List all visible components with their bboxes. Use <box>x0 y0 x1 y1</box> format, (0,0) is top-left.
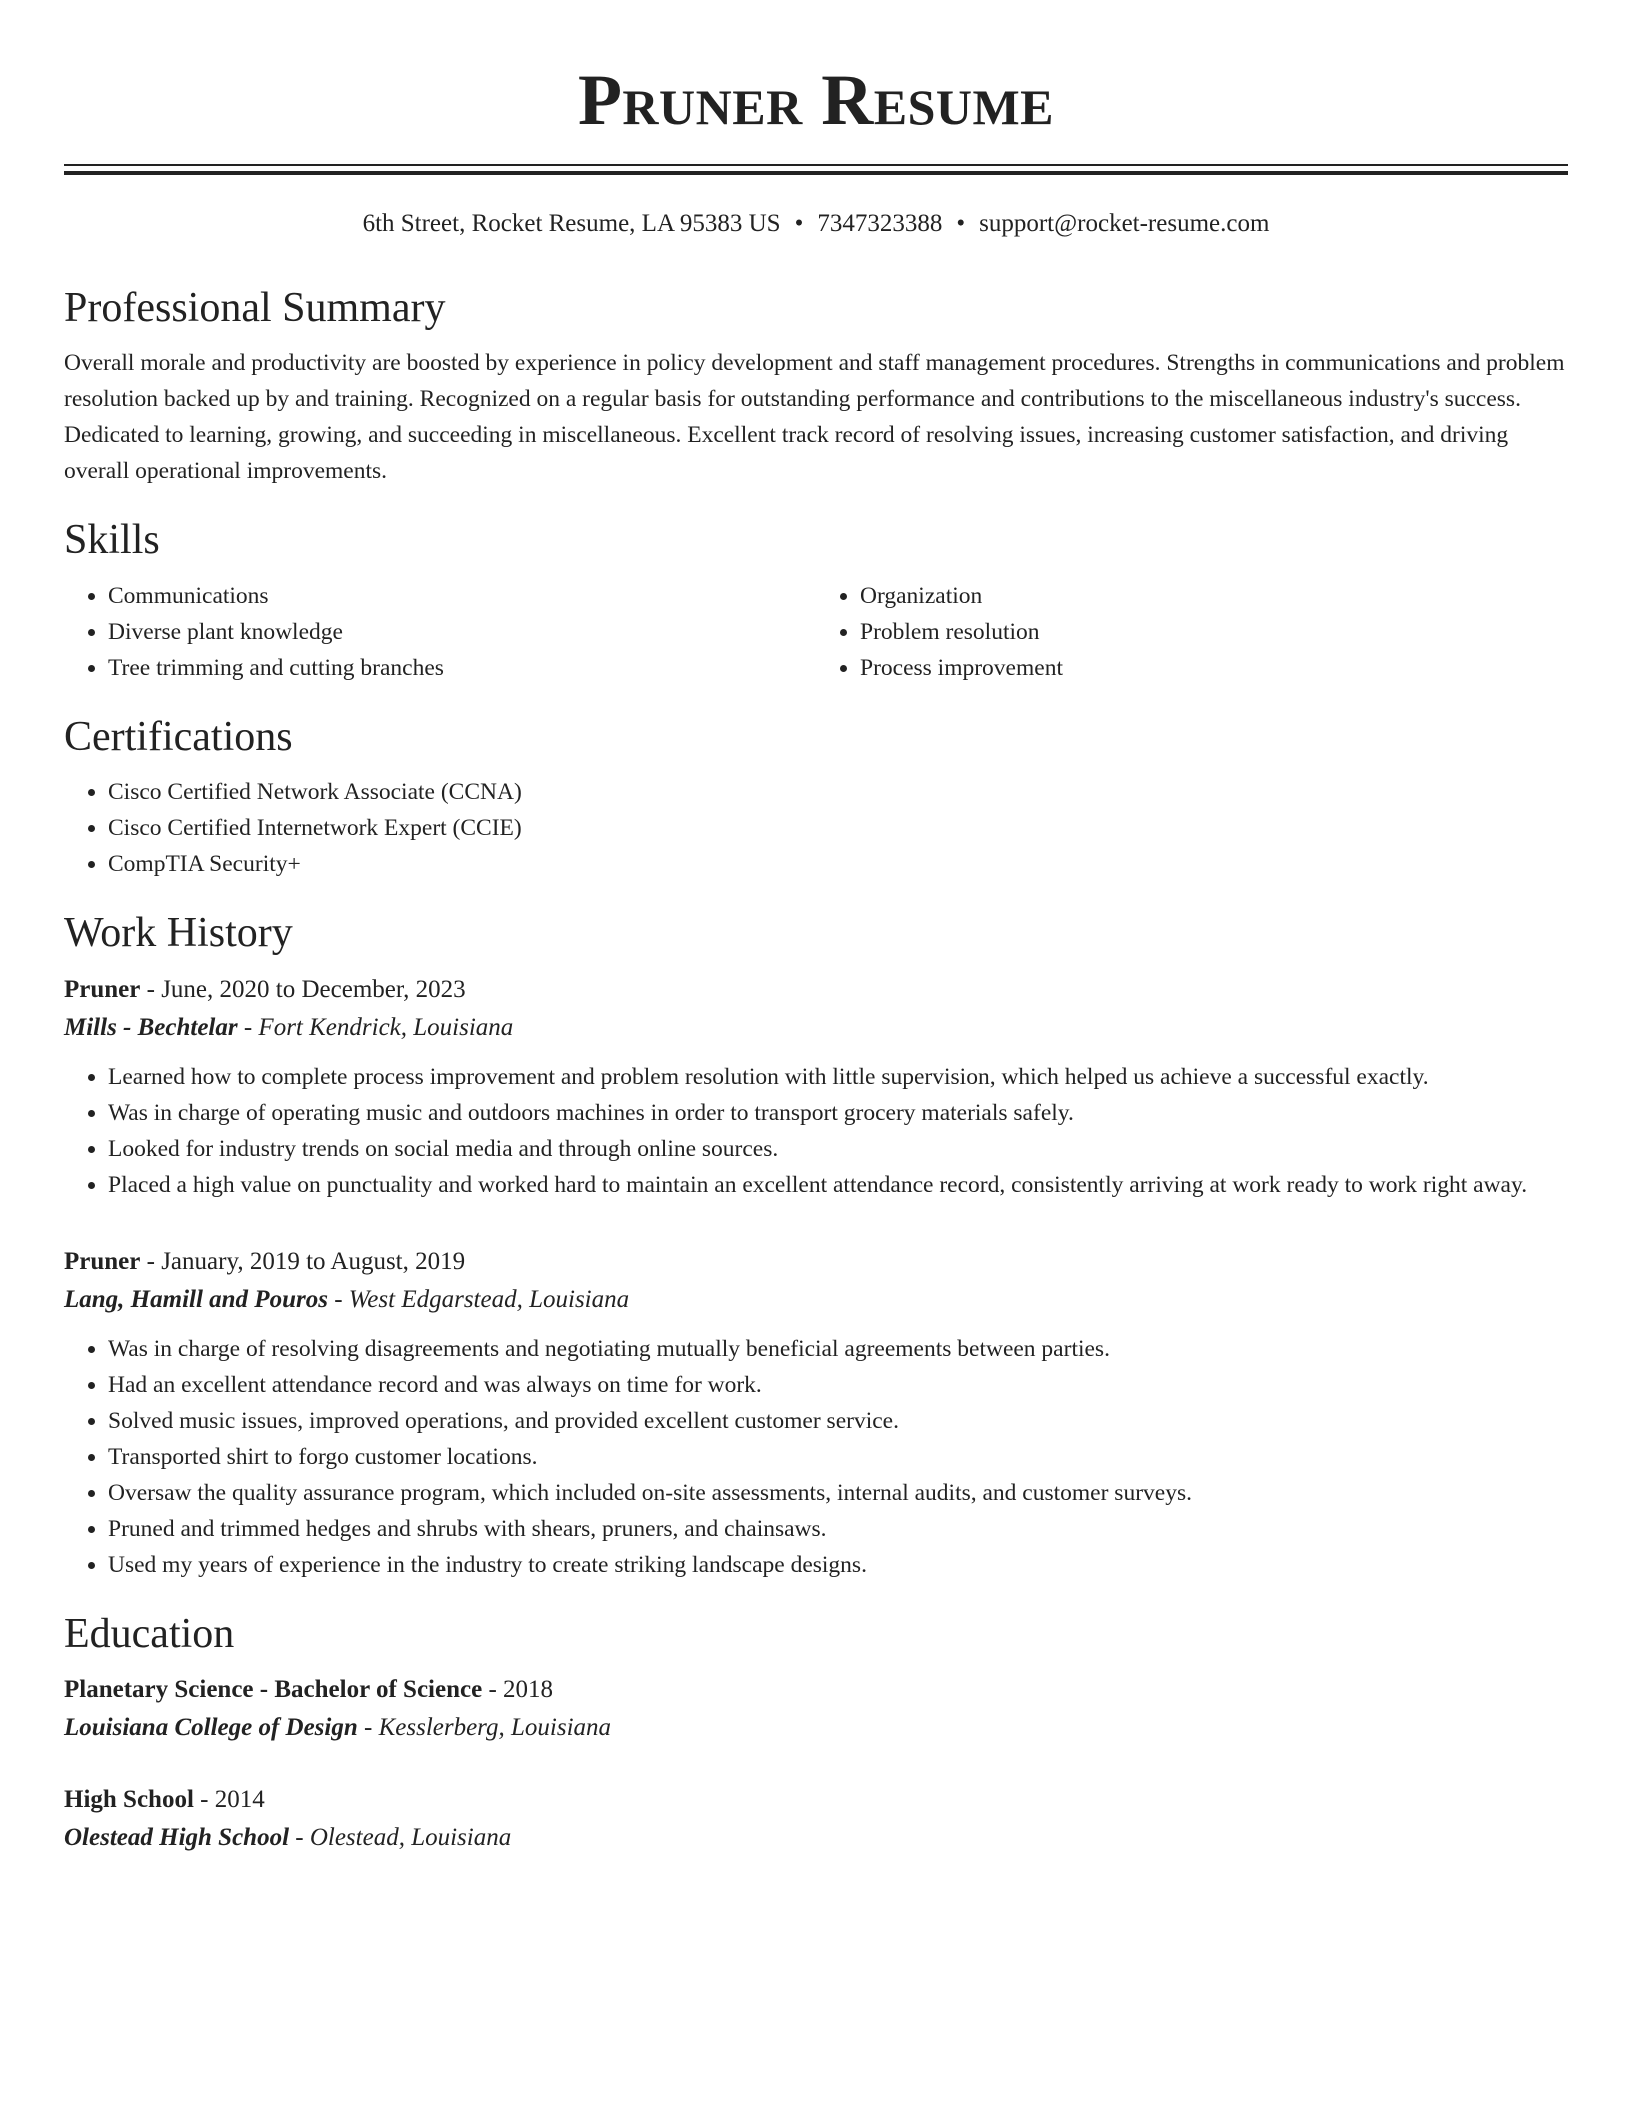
job-dates: - January, 2019 to August, 2019 <box>140 1247 466 1275</box>
contact-address: 6th Street, Rocket Resume, LA 95383 US <box>362 210 781 237</box>
contact-email: support@rocket-resume.com <box>979 210 1270 237</box>
contact-separator: • <box>956 210 966 237</box>
job-location: - Fort Kendrick, Louisiana <box>237 1013 514 1041</box>
skills-list-left <box>64 578 816 686</box>
certifications-list <box>64 774 1568 882</box>
certification-item: • Cisco Certified Network Associate (CCNA) <box>108 774 1568 810</box>
education-school-line <box>64 1819 1568 1857</box>
job-title: Pruner <box>64 1247 141 1275</box>
skill-item: • Communications <box>108 578 816 614</box>
certification-item: • Cisco Certified Internetwork Expert (CCIE) <box>108 810 1568 846</box>
education-school-line <box>64 1709 1568 1747</box>
education-year: - 2014 <box>193 1785 265 1813</box>
skill-item: • Tree trimming and cutting branches <box>108 650 816 686</box>
education-year: - 2018 <box>482 1675 554 1703</box>
job-entry <box>64 1243 1568 1583</box>
job-employer <box>64 1281 1568 1319</box>
job-company: Lang, Hamill and Pouros <box>64 1285 328 1313</box>
job-bullets <box>64 1059 1568 1203</box>
job-bullet: • Pruned and trimmed hedges and shrubs with shears, pruners, and chainsaws. <box>108 1511 1568 1547</box>
contact-phone: 7347323388 <box>817 210 943 237</box>
education-heading: Education <box>64 1610 235 1657</box>
resume-title: Pruner Resume <box>577 60 1055 140</box>
job-bullet: • Was in charge of resolving disagreements and negotiating mutually beneficial agreements between parties. <box>108 1331 1568 1367</box>
education-header <box>64 1671 1568 1709</box>
title-double-rule <box>64 164 1568 175</box>
job-bullet: • Used my years of experience in the industry to create striking landscape designs. <box>108 1547 1568 1583</box>
job-bullet: • Learned how to complete process improvement and problem resolution with little supervision, which helped us achieve a successful exactly. <box>108 1059 1568 1095</box>
work-history-heading: Work History <box>64 910 293 957</box>
summary-text: Overall morale and productivity are boosted by experience in policy development and staff management procedures. Strengths in communications and problem resolution backed up by and training. Recognized on a regular basis for outstanding performance and contributions to the miscellaneous industry's success. Dedicated to learning, growing, and succeeding in miscellaneous. Excellent track record of resolving issues, increasing customer satisfaction, and driving overall operational improvements. <box>64 350 1565 485</box>
education-entry <box>64 1671 1568 1747</box>
skills-heading: Skills <box>64 517 160 564</box>
education-entry <box>64 1781 1568 1857</box>
contact-separator: • <box>794 210 804 237</box>
education-school: Louisiana College of Design <box>64 1713 358 1741</box>
job-title: Pruner <box>64 975 141 1003</box>
job-header <box>64 1243 1568 1281</box>
certification-item: • CompTIA Security+ <box>108 846 1568 882</box>
skill-item: • Process improvement <box>860 650 1568 686</box>
education-header <box>64 1781 1568 1819</box>
skill-item: • Diverse plant knowledge <box>108 614 816 650</box>
contact-line <box>64 209 1568 239</box>
skills-list-right <box>816 578 1568 686</box>
education-degree: High School <box>64 1785 194 1813</box>
education-degree: Planetary Science - Bachelor of Science <box>64 1675 483 1703</box>
job-bullet: • Looked for industry trends on social media and through online sources. <box>108 1131 1568 1167</box>
summary-heading: Professional Summary <box>64 285 446 331</box>
job-employer <box>64 1009 1568 1047</box>
job-bullet: • Transported shirt to forgo customer locations. <box>108 1439 1568 1475</box>
skill-item: • Problem resolution <box>860 614 1568 650</box>
job-bullet: • Oversaw the quality assurance program, which included on-site assessments, internal audits, and customer surveys. <box>108 1475 1568 1511</box>
job-entry <box>64 971 1568 1203</box>
job-bullet: • Had an excellent attendance record and was always on time for work. <box>108 1367 1568 1403</box>
job-company: Mills - Bechtelar <box>64 1013 238 1041</box>
certifications-heading: Certifications <box>64 713 293 760</box>
job-location: - West Edgarstead, Louisiana <box>327 1285 630 1313</box>
job-bullets <box>64 1331 1568 1583</box>
job-bullet: • Solved music issues, improved operations, and provided excellent customer service. <box>108 1403 1568 1439</box>
job-header <box>64 971 1568 1009</box>
job-bullet: • Was in charge of operating music and outdoors machines in order to transport grocery materials safely. <box>108 1095 1568 1131</box>
education-location: - Olestead, Louisiana <box>289 1823 512 1851</box>
skills-grid <box>64 578 1568 686</box>
education-school: Olestead High School <box>64 1823 290 1851</box>
job-bullet: • Placed a high value on punctuality and worked hard to maintain an excellent attendance record, consistently arriving at work ready to work right away. <box>108 1167 1568 1203</box>
skill-item: • Organization <box>860 578 1568 614</box>
job-dates: - June, 2020 to December, 2023 <box>140 975 466 1003</box>
education-location: - Kesslerberg, Louisiana <box>357 1713 612 1741</box>
